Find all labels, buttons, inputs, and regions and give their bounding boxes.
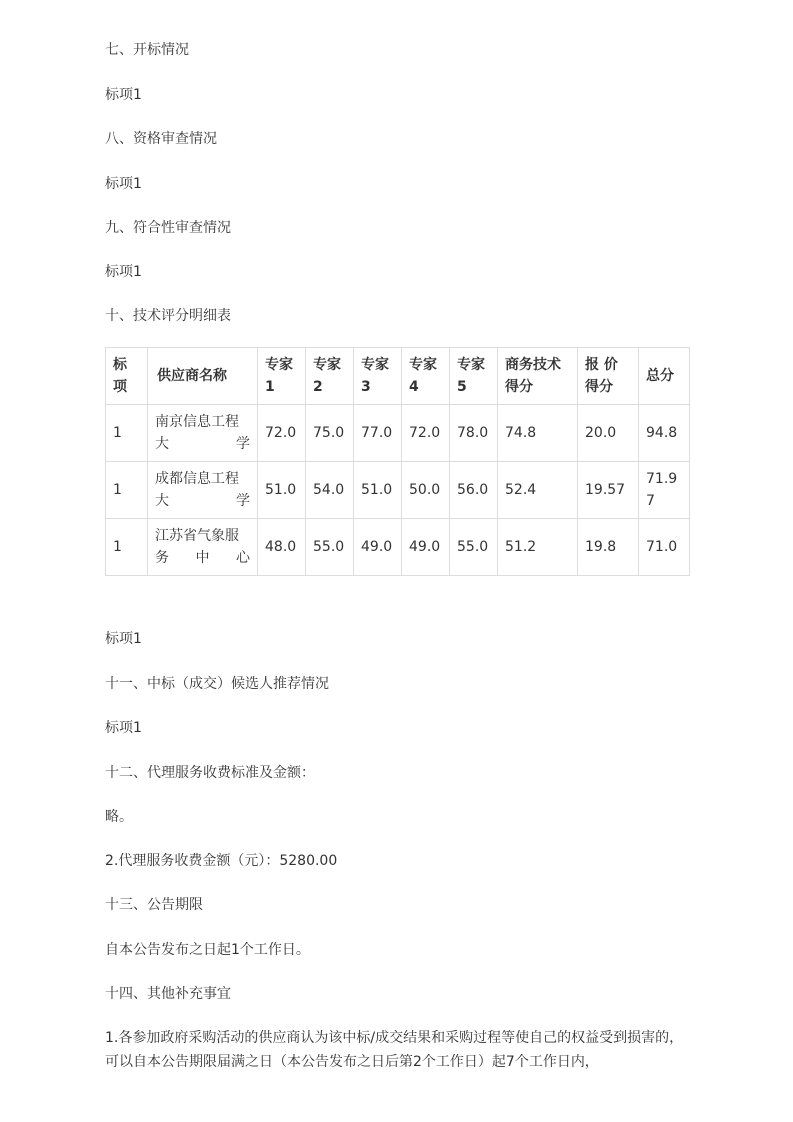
header-cell: 专家2	[306, 348, 354, 405]
table-cell: 51.2	[498, 519, 578, 576]
table-cell: 78.0	[450, 405, 498, 462]
table-cell: 56.0	[450, 462, 498, 519]
table-row	[106, 405, 690, 462]
section-7-item: 标项1	[105, 87, 142, 103]
section-9-title: 九、符合性审查情况	[105, 220, 231, 236]
table-cell: 72.0	[402, 405, 450, 462]
table-cell: 94.8	[639, 405, 690, 462]
table-cell: 52.4	[498, 462, 578, 519]
header-cell: 供应商名称	[148, 348, 258, 405]
technical-score-table	[105, 347, 690, 576]
table-cell: 77.0	[354, 405, 402, 462]
table-cell: 51.0	[354, 462, 402, 519]
table-cell: 55.0	[306, 519, 354, 576]
table-row	[106, 519, 690, 576]
header-cell: 专家5	[450, 348, 498, 405]
table-header-row	[106, 348, 690, 405]
table-cell: 1	[106, 405, 148, 462]
table-cell: 54.0	[306, 462, 354, 519]
section-8-item: 标项1	[105, 176, 142, 192]
section-10-title: 十、技术评分明细表	[105, 308, 231, 324]
section-13-text: 自本公告发布之日起1个工作日。	[105, 942, 310, 958]
table-cell: 49.0	[354, 519, 402, 576]
section-7-title: 七、开标情况	[105, 42, 189, 58]
table-cell: 20.0	[578, 405, 639, 462]
header-cell: 专家4	[402, 348, 450, 405]
section-12-note: 略。	[105, 809, 133, 825]
section-8-title: 八、资格审查情况	[105, 131, 217, 147]
table-cell: 74.8	[498, 405, 578, 462]
table-cell: 1	[106, 462, 148, 519]
supplier-name-cell: 南京信息工程大学	[148, 405, 258, 462]
supplier-name-cell: 江苏省气象服务中心	[148, 519, 258, 576]
section-11-title: 十一、中标（成交）候选人推荐情况	[105, 676, 329, 692]
table-cell: 51.0	[258, 462, 306, 519]
supplier-name-cell: 成都信息工程大学	[148, 462, 258, 519]
table-cell: 1	[106, 519, 148, 576]
section-14-text: 1.各参加政府采购活动的供应商认为该中标/成交结果和采购过程等使自己的权益受到损害的，可以自本公告期限届满之日（本公告发布之日后第2个工作日）起7个工作日内，	[105, 1030, 684, 1070]
section-11-item: 标项1	[105, 720, 142, 736]
section-14-title: 十四、其他补充事宜	[105, 986, 231, 1002]
header-cell: 商务技术得分	[498, 348, 578, 405]
header-cell: 标项	[106, 348, 148, 405]
section-13-title: 十三、公告期限	[105, 897, 203, 913]
section-9-item: 标项1	[105, 264, 142, 280]
header-cell: 专家3	[354, 348, 402, 405]
header-cell: 总分	[639, 348, 690, 405]
agency-fee-amount: 2.代理服务收费金额（元）：5280.00	[105, 853, 338, 869]
header-cell: 报 价得分	[578, 348, 639, 405]
table-cell: 50.0	[402, 462, 450, 519]
table-cell: 71.0	[639, 519, 690, 576]
table-cell: 49.0	[402, 519, 450, 576]
table-cell: 72.0	[258, 405, 306, 462]
section-12-title: 十二、代理服务收费标准及金额：	[105, 765, 315, 781]
table-cell: 19.8	[578, 519, 639, 576]
table-cell: 55.0	[450, 519, 498, 576]
table-cell: 48.0	[258, 519, 306, 576]
section-10-item: 标项1	[105, 631, 142, 647]
header-cell: 专家1	[258, 348, 306, 405]
table-cell: 71.97	[639, 462, 690, 519]
table-cell: 75.0	[306, 405, 354, 462]
table-row	[106, 462, 690, 519]
table-cell: 19.57	[578, 462, 639, 519]
